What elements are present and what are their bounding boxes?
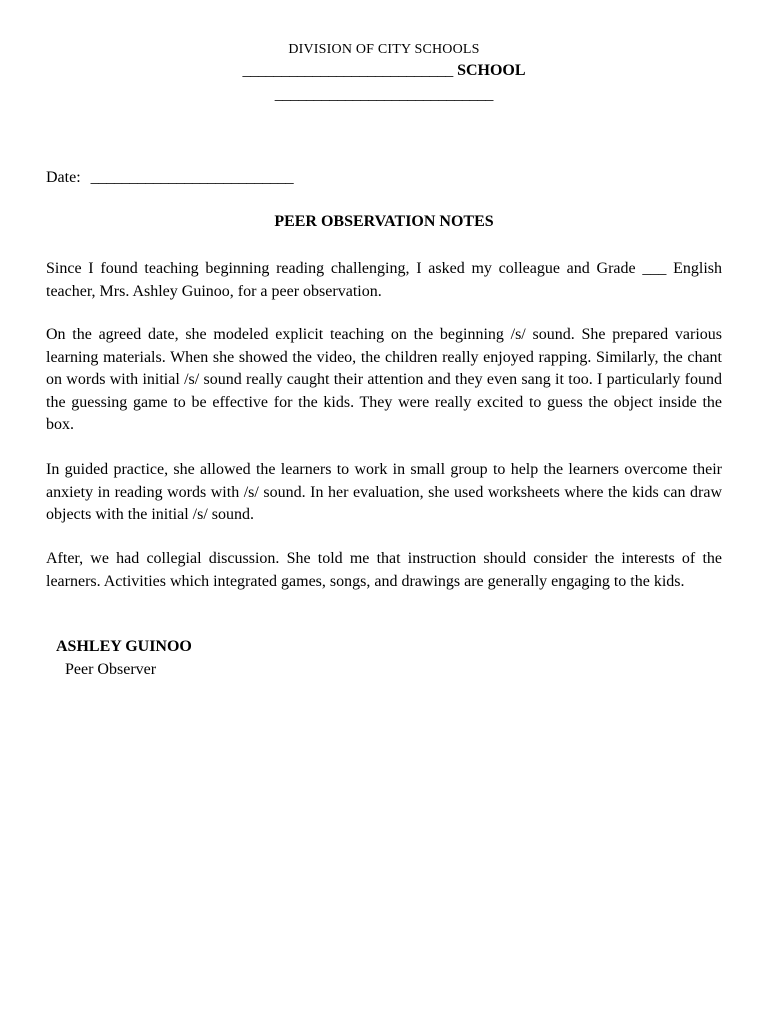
paragraph-text: On the agreed date, she modeled explicit teaching on the beginning /s/ sound. She prepared various learning materials. When she showed the video, the children really enjoyed rapping. Similarly, the chant on words with initial /s/ sound really caught their attention and they even sang it too. I particularly found the guessing game to be effective for the kids. They were really excited to guess the object inside the box.	[46, 326, 722, 433]
signature-name: ASHLEY GUINOO	[56, 638, 192, 655]
school-label: SCHOOL	[457, 62, 526, 79]
address-blank: ____________________________	[274, 86, 494, 103]
paragraph	[46, 258, 722, 303]
school-line	[0, 62, 768, 80]
date-label: Date:	[46, 169, 81, 186]
paragraph-text: Since I found teaching beginning reading challenging, I asked my colleague and Grade ___ English teacher, Mrs. Ashley Guinoo, for a peer observation.	[46, 260, 722, 300]
signature-role: Peer Observer	[65, 661, 157, 678]
date-blank: __________________________	[90, 169, 294, 186]
school-name-blank: ___________________________	[242, 62, 454, 79]
paragraph	[46, 324, 722, 437]
paragraph	[46, 548, 722, 593]
document-title: PEER OBSERVATION NOTES	[274, 213, 494, 230]
date-line	[46, 169, 293, 187]
paragraph-text: In guided practice, she allowed the learners to work in small group to help the learners overcome their anxiety in reading words with /s/ sound. In her evaluation, she used worksheets where the kids can draw objects with the initial /s/ sound.	[46, 461, 722, 523]
paragraph	[46, 459, 722, 527]
division-heading: DIVISION OF CITY SCHOOLS	[288, 42, 480, 57]
paragraph-text: After, we had collegial discussion. She told me that instruction should consider the interests of the learners. Activities which integrated games, songs, and drawings are generally engaging to the kids.	[46, 550, 722, 590]
